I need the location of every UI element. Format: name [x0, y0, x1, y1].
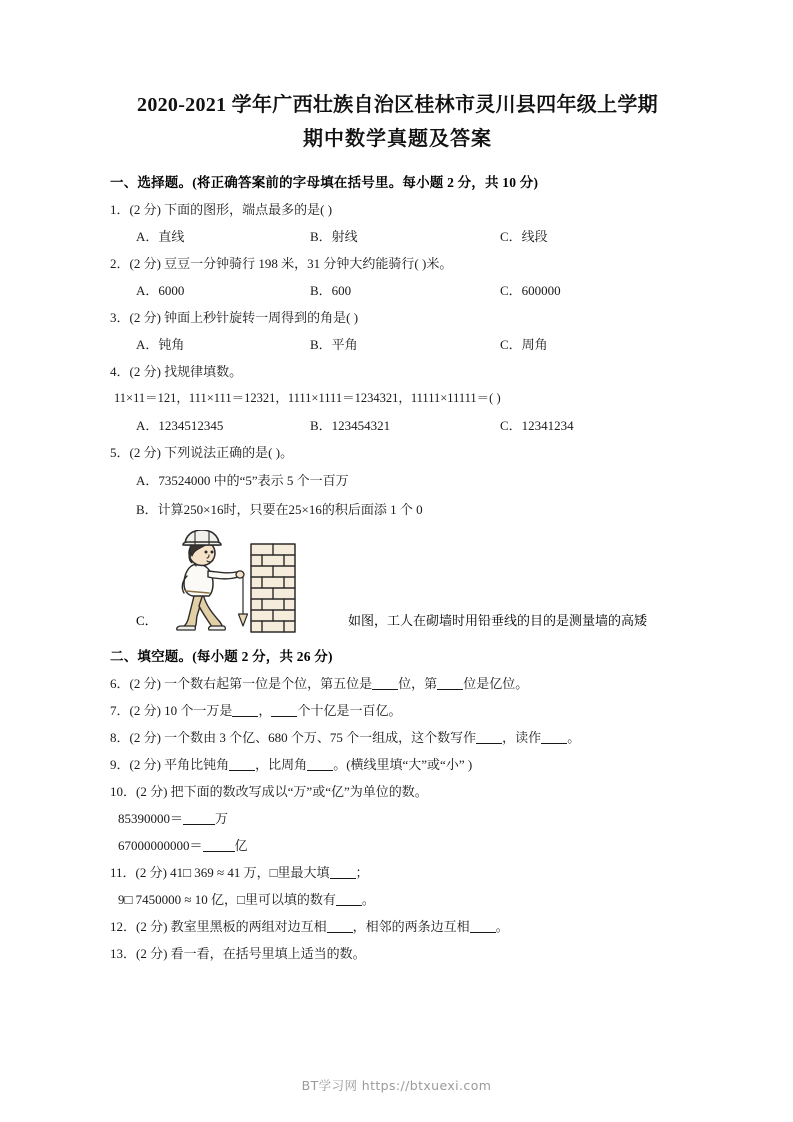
question-12-part-3: 。 — [495, 919, 509, 934]
question-6-blank-2[interactable] — [437, 674, 463, 690]
question-9 — [110, 751, 685, 778]
question-7-part-3: 个十亿是一百亿。 — [297, 703, 402, 718]
question-4-option-c[interactable]: C．12341234 — [500, 418, 574, 433]
question-5-option-c[interactable] — [110, 526, 685, 634]
question-11-line-1-end: ； — [355, 865, 369, 880]
question-5-option-a[interactable]: A．73524000 中的“5”表示 5 个一百万 — [136, 473, 349, 488]
question-6-part-1: 6．(2 分) 一个数右起第一位是个位，第五位是 — [110, 676, 373, 691]
question-10-blank-2[interactable] — [203, 836, 235, 852]
question-2-option-c[interactable]: C．600000 — [500, 283, 561, 298]
question-3-stem: 3．(2 分) 钟面上秒针旋转一周得到的角是( ) — [110, 310, 359, 325]
question-9-part-1: 9．(2 分) 平角比钝角 — [110, 757, 230, 772]
footer-watermark: BT学习网 https://btxuexi.com — [301, 1078, 492, 1093]
question-3-option-c[interactable]: C．周角 — [500, 337, 548, 352]
page-title — [110, 88, 685, 156]
question-1-options — [110, 223, 685, 250]
question-10-line-2 — [110, 832, 685, 859]
question-12-part-1: 12．(2 分) 教室里黑板的两组对边互相 — [110, 919, 327, 934]
question-8 — [110, 724, 685, 751]
question-11-line-2 — [110, 886, 685, 913]
question-3-options — [110, 331, 685, 358]
question-12-blank-1[interactable] — [327, 917, 353, 933]
question-10-line-1-unit: 万 — [215, 811, 229, 826]
question-10-blank-1[interactable] — [183, 809, 215, 825]
question-3-option-a[interactable]: A．钝角 — [136, 337, 185, 352]
question-3-option-b[interactable]: B．平角 — [310, 337, 358, 352]
question-11-line-1-text: 11．(2 分) 41□ 369 ≈ 41 万，□里最大填 — [110, 865, 330, 880]
question-4-options — [110, 412, 685, 439]
question-9-blank-1[interactable] — [229, 755, 255, 771]
question-2-stem: 2．(2 分) 豆豆一分钟骑行 198 米，31 分钟大约能骑行( )米。 — [110, 256, 453, 271]
question-5-stem: 5．(2 分) 下列说法正确的是( )。 — [110, 445, 294, 460]
document-content — [110, 88, 685, 967]
question-9-part-3: 。(横线里填“大”或“小” ) — [333, 757, 473, 772]
question-8-blank-1[interactable] — [476, 728, 502, 744]
question-9-part-2: ，比周角 — [255, 757, 308, 772]
question-11-line-2-text: 9□ 7450000 ≈ 10 亿，□里可以填的数有 — [118, 892, 336, 907]
question-4-option-a[interactable]: A．1234512345 — [136, 418, 224, 433]
question-10-line-1-expression: 85390000＝ — [118, 811, 184, 826]
question-5-option-c-label: C． — [136, 613, 158, 628]
question-4-stem: 4．(2 分) 找规律填数。 — [110, 364, 243, 379]
question-1-option-a[interactable]: A．直线 — [136, 229, 185, 244]
question-10-line-2-unit: 亿 — [234, 838, 248, 853]
question-4-option-b[interactable]: B．123454321 — [310, 418, 391, 433]
question-5-option-b[interactable]: B．计算250×16时，只要在25×16的积后面添 1 个 0 — [136, 502, 423, 517]
title-line-1: 2020-2021 学年广西壮族自治区桂林市灵川县四年级上学期 — [137, 94, 658, 116]
question-7-part-2: ， — [258, 703, 272, 718]
question-11-blank-2[interactable] — [336, 890, 362, 906]
section-heading-choice: 一、选择题。(将正确答案前的字母填在括号里。每小题 2 分，共 10 分) — [110, 175, 539, 190]
question-6 — [110, 670, 685, 697]
title-line-2: 期中数学真题及答案 — [303, 128, 492, 150]
question-1-option-c[interactable]: C．线段 — [500, 229, 548, 244]
question-11-blank-1[interactable] — [330, 863, 356, 879]
question-7 — [110, 697, 685, 724]
question-10-line-1 — [110, 805, 685, 832]
question-11-line-1 — [110, 859, 685, 886]
worker-plumb-line-brick-wall-icon — [165, 530, 325, 634]
section-heading-fill-blank: 二、填空题。(每小题 2 分，共 26 分) — [110, 649, 333, 664]
question-6-part-2: 位，第 — [398, 676, 438, 691]
question-1-stem: 1．(2 分) 下面的图形，端点最多的是( ) — [110, 202, 333, 217]
question-6-part-3: 位是亿位。 — [463, 676, 529, 691]
question-10-line-2-expression: 67000000000＝ — [118, 838, 203, 853]
question-13-stem: 13．(2 分) 看一看，在括号里填上适当的数。 — [110, 946, 366, 961]
question-5-option-c-text: 如图，工人在砌墙时用铅垂线的目的是测量墙的高矮 — [348, 613, 648, 628]
question-12-blank-2[interactable] — [470, 917, 496, 933]
question-8-part-3: 。 — [567, 730, 581, 745]
question-7-blank-2[interactable] — [271, 701, 297, 717]
question-9-blank-2[interactable] — [307, 755, 333, 771]
question-8-part-1: 8．(2 分) 一个数由 3 个亿、680 个万、75 个一组成，这个数写作 — [110, 730, 477, 745]
question-10-stem: 10．(2 分) 把下面的数改写成以“万”或“亿”为单位的数。 — [110, 784, 428, 799]
question-11-line-2-end: 。 — [361, 892, 375, 907]
question-2-option-b[interactable]: B．600 — [310, 283, 352, 298]
question-6-blank-1[interactable] — [372, 674, 398, 690]
question-12 — [110, 913, 685, 940]
question-4-expression: 11×11＝121，111×111＝12321，1111×1111＝1234321，11111×11111＝( ) — [114, 391, 501, 405]
question-8-part-2: ，读作 — [502, 730, 542, 745]
question-7-part-1: 7．(2 分) 10 个一万是 — [110, 703, 233, 718]
question-8-blank-2[interactable] — [541, 728, 567, 744]
question-12-part-2: ，相邻的两条边互相 — [352, 919, 470, 934]
question-7-blank-1[interactable] — [232, 701, 258, 717]
question-2-options — [110, 277, 685, 304]
question-1-option-b[interactable]: B．射线 — [310, 229, 358, 244]
question-2-option-a[interactable]: A．6000 — [136, 283, 185, 298]
